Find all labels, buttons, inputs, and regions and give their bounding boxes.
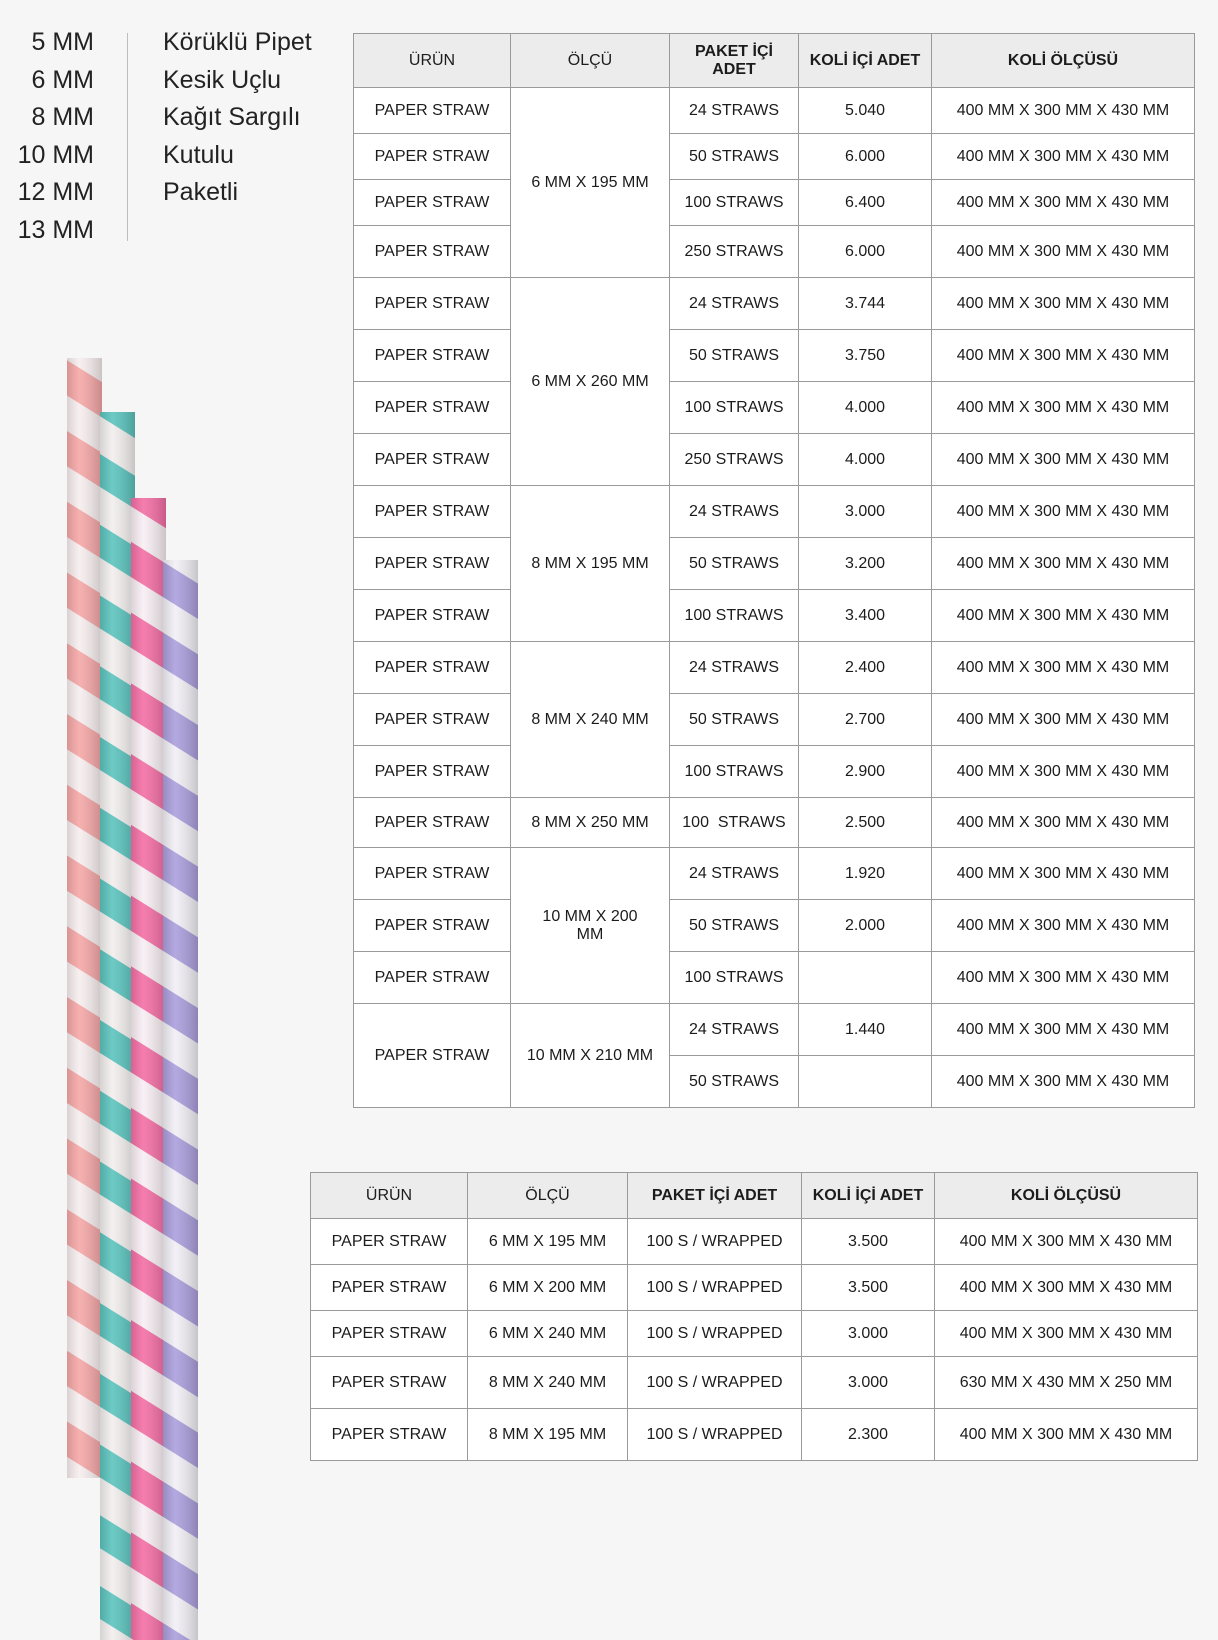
type-item: Körüklü Pipet	[163, 28, 312, 56]
table-header-row	[311, 1173, 1198, 1219]
cell-box-qty: 3.000	[799, 486, 932, 538]
table-row	[311, 1357, 1198, 1409]
cell-pack: 50 STRAWS	[670, 1056, 799, 1108]
cell-box-qty: 5.040	[799, 88, 932, 134]
cell-box-size: 400 MM X 300 MM X 430 MM	[932, 900, 1195, 952]
cell-pack: 100 STRAWS	[670, 590, 799, 642]
cell-pack: 250 STRAWS	[670, 226, 799, 278]
size-item: 8 MM	[31, 103, 94, 131]
cell-box-qty: 3.400	[799, 590, 932, 642]
cell-pack: 50 STRAWS	[670, 694, 799, 746]
cell-box-size: 400 MM X 300 MM X 430 MM	[932, 1004, 1195, 1056]
table-row	[311, 1265, 1198, 1311]
cell-box-qty: 2.000	[799, 900, 932, 952]
cell-size: 8 MM X 195 MM	[468, 1409, 628, 1461]
header-product: ÜRÜN	[311, 1173, 468, 1219]
size-item: 6 MM	[31, 65, 94, 94]
header-pack-qty: PAKET İÇİ ADET	[628, 1173, 802, 1219]
wrapped-straw-spec-table	[310, 1172, 1198, 1461]
cell-product: PAPER STRAW	[354, 88, 511, 134]
table-row	[354, 694, 1195, 746]
header-box-size: KOLİ ÖLÇÜSÜ	[932, 34, 1195, 88]
paper-straws-illustration	[0, 0, 260, 1640]
cell-size: 10 MM X 210 MM	[511, 1004, 670, 1108]
cell-box-size: 400 MM X 300 MM X 430 MM	[932, 278, 1195, 330]
cell-box-qty: 3.200	[799, 538, 932, 590]
cell-product: PAPER STRAW	[354, 952, 511, 1004]
cell-box-qty: 3.500	[802, 1265, 935, 1311]
table-row	[354, 88, 1195, 134]
cell-product: PAPER STRAW	[354, 746, 511, 798]
cell-box-size: 400 MM X 300 MM X 430 MM	[935, 1409, 1198, 1461]
cell-box-qty: 1.440	[799, 1004, 932, 1056]
cell-box-qty: 3.000	[802, 1357, 935, 1409]
cell-box-size: 400 MM X 300 MM X 430 MM	[932, 746, 1195, 798]
cell-pack: 24 STRAWS	[670, 642, 799, 694]
table-row	[311, 1409, 1198, 1461]
type-item: Kağıt Sargılı	[163, 103, 301, 131]
cell-box-size: 400 MM X 300 MM X 430 MM	[932, 382, 1195, 434]
table-row	[354, 382, 1195, 434]
cell-box-qty	[799, 1056, 932, 1108]
cell-size: 8 MM X 195 MM	[511, 486, 670, 642]
cell-box-qty: 3.750	[799, 330, 932, 382]
cell-box-qty: 3.500	[802, 1219, 935, 1265]
table-row	[354, 278, 1195, 330]
cell-pack: 24 STRAWS	[670, 848, 799, 900]
cell-box-size: 400 MM X 300 MM X 430 MM	[932, 538, 1195, 590]
cell-box-qty: 2.400	[799, 642, 932, 694]
cell-box-size: 400 MM X 300 MM X 430 MM	[932, 88, 1195, 134]
size-item: 12 MM	[17, 178, 94, 206]
cell-pack: 100 STRAWS	[670, 952, 799, 1004]
cell-product: PAPER STRAW	[354, 590, 511, 642]
cell-box-size: 630 MM X 430 MM X 250 MM	[935, 1357, 1198, 1409]
cell-size: 8 MM X 240 MM	[511, 642, 670, 798]
cell-product: PAPER STRAW	[354, 538, 511, 590]
cell-pack: 24 STRAWS	[670, 278, 799, 330]
cell-product: PAPER STRAW	[354, 226, 511, 278]
cell-pack: 100 S / WRAPPED	[628, 1409, 802, 1461]
header-box-qty: KOLİ İÇİ ADET	[799, 34, 932, 88]
cell-box-qty: 1.920	[799, 848, 932, 900]
table-row	[354, 642, 1195, 694]
cell-box-qty: 6.000	[799, 134, 932, 180]
cell-size: 10 MM X 200 MM	[511, 848, 670, 1004]
cell-box-qty: 4.000	[799, 434, 932, 486]
cell-product: PAPER STRAW	[354, 180, 511, 226]
table-row	[311, 1219, 1198, 1265]
cell-box-size: 400 MM X 300 MM X 430 MM	[932, 694, 1195, 746]
cell-product: PAPER STRAW	[354, 1004, 511, 1108]
cell-product: PAPER STRAW	[354, 278, 511, 330]
straw-magenta	[131, 498, 166, 1640]
table-row	[354, 798, 1195, 848]
cell-product: PAPER STRAW	[354, 330, 511, 382]
cell-box-size: 400 MM X 300 MM X 430 MM	[932, 434, 1195, 486]
cell-size: 8 MM X 250 MM	[511, 798, 670, 848]
cell-box-size: 400 MM X 300 MM X 430 MM	[932, 226, 1195, 278]
cell-box-size: 400 MM X 300 MM X 430 MM	[932, 486, 1195, 538]
cell-product: PAPER STRAW	[354, 134, 511, 180]
table-row	[354, 900, 1195, 952]
cell-box-qty: 3.000	[802, 1311, 935, 1357]
type-item: Kesik Uçlu	[163, 65, 282, 94]
cell-product: PAPER STRAW	[311, 1265, 468, 1311]
cell-size: 8 MM X 240 MM	[468, 1357, 628, 1409]
size-item: 13 MM	[17, 215, 94, 244]
cell-pack: 24 STRAWS	[670, 1004, 799, 1056]
cell-size: 6 MM X 260 MM	[511, 278, 670, 486]
cell-product: PAPER STRAW	[354, 900, 511, 952]
cell-pack: 50 STRAWS	[670, 134, 799, 180]
cell-pack: 100 S / WRAPPED	[628, 1219, 802, 1265]
cell-product: PAPER STRAW	[354, 434, 511, 486]
straw-pink	[67, 358, 102, 1478]
header-size: ÖLÇÜ	[511, 34, 670, 88]
cell-size: 6 MM X 200 MM	[468, 1265, 628, 1311]
cell-pack: 50 STRAWS	[670, 538, 799, 590]
size-item: 10 MM	[17, 140, 94, 169]
cell-box-qty: 3.744	[799, 278, 932, 330]
cell-box-qty: 2.300	[802, 1409, 935, 1461]
header-product: ÜRÜN	[354, 34, 511, 88]
header-box-size: KOLİ ÖLÇÜSÜ	[935, 1173, 1198, 1219]
table-row	[354, 952, 1195, 1004]
table-row	[354, 134, 1195, 180]
cell-pack: 100 STRAWS	[670, 382, 799, 434]
cell-product: PAPER STRAW	[311, 1409, 468, 1461]
type-item: Kutulu	[163, 140, 234, 169]
cell-box-size: 400 MM X 300 MM X 430 MM	[935, 1219, 1198, 1265]
cell-box-size: 400 MM X 300 MM X 430 MM	[932, 1056, 1195, 1108]
cell-box-qty: 4.000	[799, 382, 932, 434]
table-row	[354, 848, 1195, 900]
cell-box-size: 400 MM X 300 MM X 430 MM	[935, 1265, 1198, 1311]
cell-product: PAPER STRAW	[354, 798, 511, 848]
cell-product: PAPER STRAW	[354, 848, 511, 900]
cell-box-qty: 2.500	[799, 798, 932, 848]
table-row	[354, 746, 1195, 798]
cell-product: PAPER STRAW	[354, 486, 511, 538]
cell-box-qty: 2.900	[799, 746, 932, 798]
cell-box-size: 400 MM X 300 MM X 430 MM	[932, 952, 1195, 1004]
cell-box-size: 400 MM X 300 MM X 430 MM	[932, 134, 1195, 180]
table-row	[354, 1004, 1195, 1056]
straw-teal	[100, 412, 135, 1640]
cell-pack: 250 STRAWS	[670, 434, 799, 486]
cell-product: PAPER STRAW	[354, 642, 511, 694]
cell-pack: 100 S / WRAPPED	[628, 1357, 802, 1409]
cell-pack: 100 STRAWS	[670, 746, 799, 798]
cell-product: PAPER STRAW	[311, 1357, 468, 1409]
cell-pack: 100 STRAWS	[670, 180, 799, 226]
cell-size: 6 MM X 240 MM	[468, 1311, 628, 1357]
cell-box-size: 400 MM X 300 MM X 430 MM	[935, 1311, 1198, 1357]
cell-box-size: 400 MM X 300 MM X 430 MM	[932, 642, 1195, 694]
cell-pack: 24 STRAWS	[670, 486, 799, 538]
cell-product: PAPER STRAW	[354, 694, 511, 746]
cell-size: 6 MM X 195 MM	[511, 88, 670, 278]
cell-pack: 100 S / WRAPPED	[628, 1265, 802, 1311]
cell-product: PAPER STRAW	[311, 1219, 468, 1265]
cell-box-qty: 6.400	[799, 180, 932, 226]
size-item: 5 MM	[31, 28, 94, 56]
cell-box-size: 400 MM X 300 MM X 430 MM	[932, 590, 1195, 642]
cell-box-qty: 6.000	[799, 226, 932, 278]
table-row	[311, 1311, 1198, 1357]
table-row	[354, 226, 1195, 278]
table-row	[354, 434, 1195, 486]
straw-lavender	[163, 560, 198, 1640]
table-row	[354, 538, 1195, 590]
cell-product: PAPER STRAW	[311, 1311, 468, 1357]
cell-pack: 50 STRAWS	[670, 900, 799, 952]
header-size: ÖLÇÜ	[468, 1173, 628, 1219]
table-header-row	[354, 34, 1195, 88]
cell-pack: 100 STRAWS	[670, 798, 799, 848]
table-row	[354, 180, 1195, 226]
type-item: Paketli	[163, 178, 239, 206]
cell-box-size: 400 MM X 300 MM X 430 MM	[932, 848, 1195, 900]
header-box-qty: KOLİ İÇİ ADET	[802, 1173, 935, 1219]
table-row	[354, 590, 1195, 642]
cell-box-size: 400 MM X 300 MM X 430 MM	[932, 180, 1195, 226]
cell-product: PAPER STRAW	[354, 382, 511, 434]
cell-size: 6 MM X 195 MM	[468, 1219, 628, 1265]
cell-box-qty: 2.700	[799, 694, 932, 746]
cell-pack: 50 STRAWS	[670, 330, 799, 382]
cell-pack: 100 S / WRAPPED	[628, 1311, 802, 1357]
product-spec-table	[353, 33, 1195, 1108]
cell-pack: 24 STRAWS	[670, 88, 799, 134]
header-pack-qty: PAKET İÇİ ADET	[670, 34, 799, 88]
cell-box-size: 400 MM X 300 MM X 430 MM	[932, 798, 1195, 848]
table-row	[354, 486, 1195, 538]
cell-box-qty	[799, 952, 932, 1004]
table-row	[354, 330, 1195, 382]
cell-box-size: 400 MM X 300 MM X 430 MM	[932, 330, 1195, 382]
